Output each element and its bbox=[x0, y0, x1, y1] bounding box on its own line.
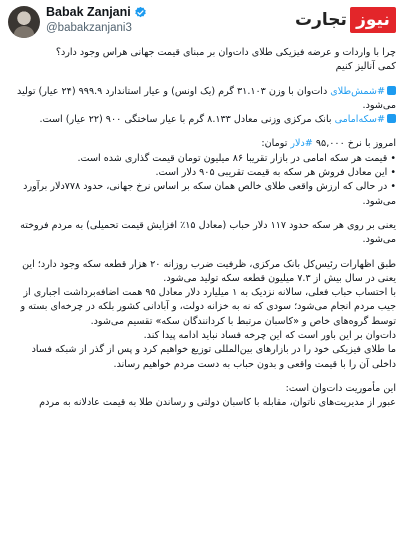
watermark-logo bbox=[292, 5, 397, 35]
author-handle[interactable]: @babakzanjani3 bbox=[46, 22, 132, 34]
tweet-text bbox=[6, 46, 396, 411]
hashtag-gold-bar[interactable]: #شمش‌طلای bbox=[330, 85, 385, 97]
paragraph-capacity: طبق اظهارات رئیس‌کل بانک مرکزی، ظرفیت ضرب روزانه ۲۰ هزار قطعه سکه وجود دارد؛ این یعنی در سال بیش از ۷.۳ میلیون قطعه سکه تولید می‌شود. bbox=[22, 258, 396, 284]
paragraph-gold-bar bbox=[6, 85, 396, 114]
bullet-2: • این معادل فروش هر سکه به قیمت تقریبی ۹۰۵ دلار است. bbox=[155, 167, 396, 179]
author-name-row[interactable] bbox=[46, 5, 147, 19]
hashtag-emoji-icon bbox=[387, 86, 396, 95]
logo-word-2: نیوز bbox=[350, 7, 396, 33]
verified-badge-icon bbox=[134, 6, 147, 19]
mission-title: این مأموریت دات‌وان است: bbox=[285, 382, 396, 394]
rate-line bbox=[6, 137, 396, 151]
rate-post: تومان: bbox=[261, 138, 291, 150]
intro-line-1: چرا با واردات و عرضه فیزیکی طلای دات‌وان بر مبنای قیمت جهانی هراس وجود دارد؟ bbox=[55, 47, 396, 58]
rate-pre: امروز با نرخ ۹۵,۰۰۰ bbox=[312, 138, 396, 150]
bullet-3: • در حالی که ارزش واقعی طلای خالص همان سکه بر اساس نرخ جهانی، حدود ۷۷۸دلار برآورد می‌شود. bbox=[23, 181, 396, 207]
paragraph-extra-charge: با احتساب حباب فعلی، سالانه نزدیک به ۱ میلیارد دلار معادل ۹۵ همت اضافه‌برداشت اجباری از جیب مردم انجام می‌شود؛ سودی که نه به خزانه دولت، و آبادانی کشور بلکه در چرخه‌ای بسته و توسط گروه‌های خاص و «کاسبان مرتبط با کردانندگان سکه» تقسیم می‌شود. bbox=[20, 287, 396, 327]
hashtag-coin[interactable]: #سکه‌امامی bbox=[334, 114, 385, 126]
intro-line-2: کمی آنالیز کنیم bbox=[335, 61, 396, 73]
bullet-1: • قیمت هر سکه امامی در بازار تقریبا ۸۶ میلیون تومان قیمت گذاری شده است. bbox=[77, 152, 396, 164]
logo-word-1: تجارت bbox=[295, 10, 347, 30]
coin-text: بانک مرکزی وزنی معادل ۸.۱۳۳ گرم با عیار ساختگی ۹۰۰ (۲۲ عیار) است. bbox=[39, 114, 335, 126]
gold-bar-text: دات‌وان با وزن ۳۱.۱۰۳ گرم (یک اونس) و عیار استاندارد ۹۹۹.۹ (۲۴ عیار) تولید می‌شود. bbox=[17, 85, 396, 111]
hashtag-dollar[interactable]: #دلار bbox=[290, 138, 313, 150]
paragraph-belief: دات‌وان بر این باور است که این چرخه فساد نباید ادامه پیدا کند. bbox=[143, 330, 396, 342]
paragraph-coin bbox=[6, 113, 396, 127]
paragraph-bubble: یعنی بر روی هر سکه حدود ۱۱۷ دلار حباب (معادل ۱۵٪ افزایش قیمت تحمیلی) به مردم فروخته می‌شود. bbox=[20, 219, 396, 246]
avatar[interactable] bbox=[8, 6, 40, 38]
tweet-header bbox=[0, 0, 403, 44]
paragraph-distribution: ما طلای فیزیکی خود را در بازارهای بین‌المللی توزیع خواهیم کرد و پس از گذر از شبکه فساد داخلی آن را با قیمت واقعی و بدون حباب به دست مردم خواهیم رساند. bbox=[31, 344, 396, 370]
mission-text: عبور از مدیریت‌های ناتوان، مقابله با کاسبان دولتی و رساندن طلا به قیمت عادلانه به مردم bbox=[39, 397, 396, 409]
author-name[interactable]: Babak Zanjani bbox=[46, 5, 131, 19]
hashtag-emoji-icon bbox=[387, 114, 396, 123]
